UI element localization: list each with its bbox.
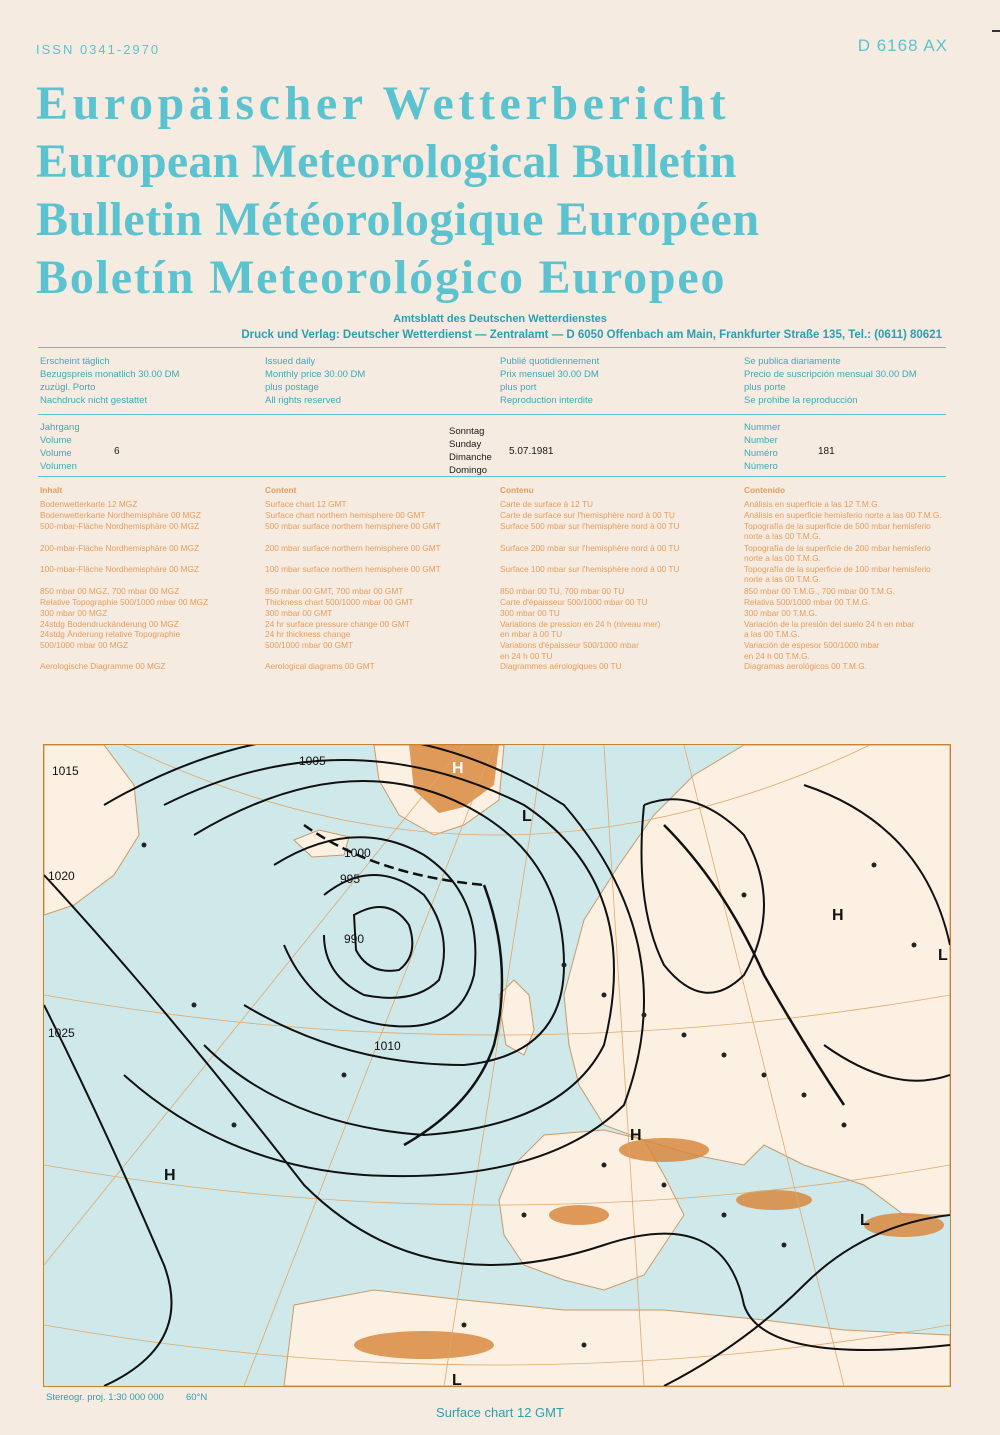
contents-item: 100 mbar surface northern hemisphere 00 GMT xyxy=(265,564,441,574)
subscription-french: Publié quotidiennement Prix mensuel 30.00 DM plus port Reproduction interdite xyxy=(500,356,600,406)
contents-item: 300 mbar 00 T.M.G. xyxy=(744,608,818,618)
divider xyxy=(38,414,946,415)
contents-item: Bodenwetterkarte 12 MGZ xyxy=(40,499,138,509)
isobar-label: 1025 xyxy=(48,1026,75,1040)
contents-item: Aerologische Diagramme 00 MGZ xyxy=(40,661,166,671)
contents-item: Variación de espesor 500/1000 mbar xyxy=(744,640,880,650)
station-dot xyxy=(722,1053,727,1058)
contents-item: Relativa 500/1000 mbar 00 T.M.G. xyxy=(744,597,871,607)
contents-item: Surface chart 12 GMT xyxy=(265,499,347,509)
subscription-german: Erscheint täglich Bezugspreis monatlich 30.00 DM zuzügl. Porto Nachdruck nicht gestattet xyxy=(40,356,180,406)
high-center: H xyxy=(832,907,844,924)
contents-item: Análisis en superficie a las 12 T.M.G. xyxy=(744,499,880,509)
isobar-label: 995 xyxy=(340,872,361,886)
contents-item: Diagrammes aérologiques 00 TU xyxy=(500,661,622,671)
station-dot xyxy=(722,1213,727,1218)
station-dot xyxy=(762,1073,767,1078)
contents-item: Topografía de la superficie de 500 mbar hemisferio xyxy=(744,521,931,531)
contents-item: 500 mbar surface northern hemisphere 00 GMT xyxy=(265,521,441,531)
contents-heading: Contenido xyxy=(744,485,786,495)
high-center: H xyxy=(630,1127,642,1144)
contents-item: 24 hr thickness change xyxy=(265,629,351,639)
isobar-label: 1010 xyxy=(374,1039,401,1053)
contents-item: Variations d'épaisseur 500/1000 mbar xyxy=(500,640,639,650)
station-dot xyxy=(602,1163,607,1168)
low-center: L xyxy=(452,1372,462,1386)
contents-item: Surface 500 mbar sur l'hemisphère nord à 00 TU xyxy=(500,521,680,531)
contents-item: en 24 h 00 T.M.G. xyxy=(744,651,810,661)
contents-item: 500-mbar-Fläche Nordhemisphäre 00 MGZ xyxy=(40,521,200,531)
station-dot xyxy=(802,1093,807,1098)
low-center: L xyxy=(522,808,532,825)
station-dot xyxy=(192,1003,197,1008)
station-dot xyxy=(602,993,607,998)
contents-item: 100-mbar-Fläche Nordhemisphäre 00 MGZ xyxy=(40,564,200,574)
contents-item: Surface 100 mbar sur l'hemisphère nord à 00 TU xyxy=(500,564,680,574)
iberia-relief xyxy=(549,1205,609,1225)
contents-item: 300 mbar 00 GMT xyxy=(265,608,333,618)
isobar-label: 1020 xyxy=(48,869,75,883)
contents-item: 24stdg Bodendruckänderung 00 MGZ xyxy=(40,619,179,629)
contents-item: Variations de pression en 24 h (niveau mer) xyxy=(500,619,661,629)
projection-note: Stereogr. proj. 1:30 000 000 xyxy=(46,1392,164,1403)
publisher-line: Amtsblatt des Deutschen Wetterdienstes xyxy=(393,313,607,325)
title-spanish: Boletín Meteorológico Europeo xyxy=(36,252,727,304)
weekday-labels: Sonntag Sunday Dimanche Domingo xyxy=(449,426,492,476)
number-labels: Nummer Number Numéro Número xyxy=(744,422,781,472)
contents-item: en 24 h 00 TU xyxy=(500,651,553,661)
contents-item: Análisis en superficie hemisferio norte a las 00 T.M.G. xyxy=(744,510,942,520)
contents-item: Carte de surface sur l'hemisphère nord à 00 TU xyxy=(500,510,675,520)
contents-item: Relative Topographie 500/1000 mbar 00 MGZ xyxy=(40,597,209,607)
station-dot xyxy=(842,1123,847,1128)
postal-code: D 6168 AX xyxy=(857,36,948,55)
contents-item: norte a las 00 T.M.G. xyxy=(744,553,821,563)
subscription-spanish: Se publica diariamente Precio de suscripción mensual 30.00 DM plus porte Se prohibe la reproducción xyxy=(744,356,917,406)
station-dot xyxy=(682,1033,687,1038)
contents-item: Thickness chart 500/1000 mbar 00 GMT xyxy=(265,597,414,607)
contents-heading: Inhalt xyxy=(40,485,63,495)
divider xyxy=(38,347,946,348)
station-dot xyxy=(142,843,147,848)
contents-item: 850 mbar 00 T.M.G., 700 mbar 00 T.M.G. xyxy=(744,586,895,596)
contents-item: 850 mbar 00 GMT, 700 mbar 00 GMT xyxy=(265,586,404,596)
contents-item: 200-mbar-Fläche Nordhemisphäre 00 MGZ xyxy=(40,543,200,553)
contents-item: 500/1000 mbar 00 MGZ xyxy=(40,640,129,650)
edge-mark xyxy=(992,30,1000,32)
issue-date: 5.07.1981 xyxy=(509,446,554,457)
isobar-label: 1000 xyxy=(344,846,371,860)
contents-item: 200 mbar surface northern hemisphere 00 GMT xyxy=(265,543,441,553)
contents-item: 24 hr surface pressure change 00 GMT xyxy=(265,619,410,629)
contents-item: 850 mbar 00 TU, 700 mbar 00 TU xyxy=(500,586,625,596)
contents-item: Surface chart northern hemisphere 00 GMT xyxy=(265,510,426,520)
station-dot xyxy=(232,1123,237,1128)
title-english: European Meteorological Bulletin xyxy=(36,136,737,188)
contents-item: Aerological diagrams 00 GMT xyxy=(265,661,375,671)
latitude-note: 60°N xyxy=(186,1392,208,1403)
contents-item: 300 mbar 00 MGZ xyxy=(40,608,108,618)
map-caption: Surface chart 12 GMT xyxy=(436,1405,564,1420)
surface-chart-map xyxy=(43,744,951,1387)
station-dot xyxy=(522,1213,527,1218)
contents-item: 850 mbar 00 MGZ, 700 mbar 00 MGZ xyxy=(40,586,180,596)
contents-item: Topografía de la superficie de 200 mbar hemisferio xyxy=(744,543,931,553)
contents-item: Carte d'épaisseur 500/1000 mbar 00 TU xyxy=(500,597,648,607)
station-dot xyxy=(872,863,877,868)
atlas-relief xyxy=(354,1331,494,1359)
low-center: L xyxy=(938,947,948,964)
high-center: H xyxy=(452,760,464,777)
station-dot xyxy=(562,963,567,968)
contents-item: 300 mbar 00 TU xyxy=(500,608,560,618)
weather-map-graphic xyxy=(44,745,950,1386)
contents-item: Topografía de la superficie de 100 mbar hemisferio xyxy=(744,564,931,574)
issue-number: 181 xyxy=(818,446,835,457)
station-dot xyxy=(662,1183,667,1188)
volume-number: 6 xyxy=(114,446,120,457)
contents-heading: Contenu xyxy=(500,485,534,495)
subscription-english: Issued daily Monthly price 30.00 DM plus postage All rights reserved xyxy=(265,356,366,406)
contents-item: Carte de surface à 12 TU xyxy=(500,499,594,509)
high-center: H xyxy=(164,1167,176,1184)
low-center: L xyxy=(860,1212,870,1229)
contents-item: Diagramas aerológicos 00 T.M.G. xyxy=(744,661,867,671)
contents-item: Surface 200 mbar sur l'hemisphère nord à 00 TU xyxy=(500,543,680,553)
issn-number: ISSN 0341-2970 xyxy=(36,42,161,57)
volume-labels: Jahrgang Volume Volume Volumen xyxy=(40,422,80,472)
station-dot xyxy=(642,1013,647,1018)
divider xyxy=(38,476,946,477)
station-dot xyxy=(582,1343,587,1348)
contents-heading: Content xyxy=(265,485,297,495)
contents-item: norte a las 00 T.M.G. xyxy=(744,531,821,541)
contents-item: norte a las 00 T.M.G. xyxy=(744,574,821,584)
isobar-label: 1005 xyxy=(299,754,326,768)
isobar-label: 1015 xyxy=(52,764,79,778)
contents-item: 24stdg Änderung relative Topographie xyxy=(40,629,181,639)
contents-item: Variación de la presión del suelo 24 h en mbar xyxy=(744,619,915,629)
address-line: Druck und Verlag: Deutscher Wetterdienst — Zentralamt — D 6050 Offenbach am Main, Frankfurter Straße 135, Tel.: (0611) 80621 xyxy=(241,329,942,341)
contents-item: 500/1000 mbar 00 GMT xyxy=(265,640,354,650)
station-dot xyxy=(342,1073,347,1078)
title-french: Bulletin Météorologique Européen xyxy=(36,194,760,246)
title-german: Europäischer Wetterbericht xyxy=(36,78,731,130)
station-dot xyxy=(462,1323,467,1328)
contents-item: Bodenwetterkarte Nordhemisphäre 00 MGZ xyxy=(40,510,201,520)
contents-item: a las 00 T.M.G. xyxy=(744,629,800,639)
isobar-label: 990 xyxy=(344,932,365,946)
contents-item: en mbar à 00 TU xyxy=(500,629,563,639)
station-dot xyxy=(782,1243,787,1248)
station-dot xyxy=(912,943,917,948)
station-dot xyxy=(742,893,747,898)
